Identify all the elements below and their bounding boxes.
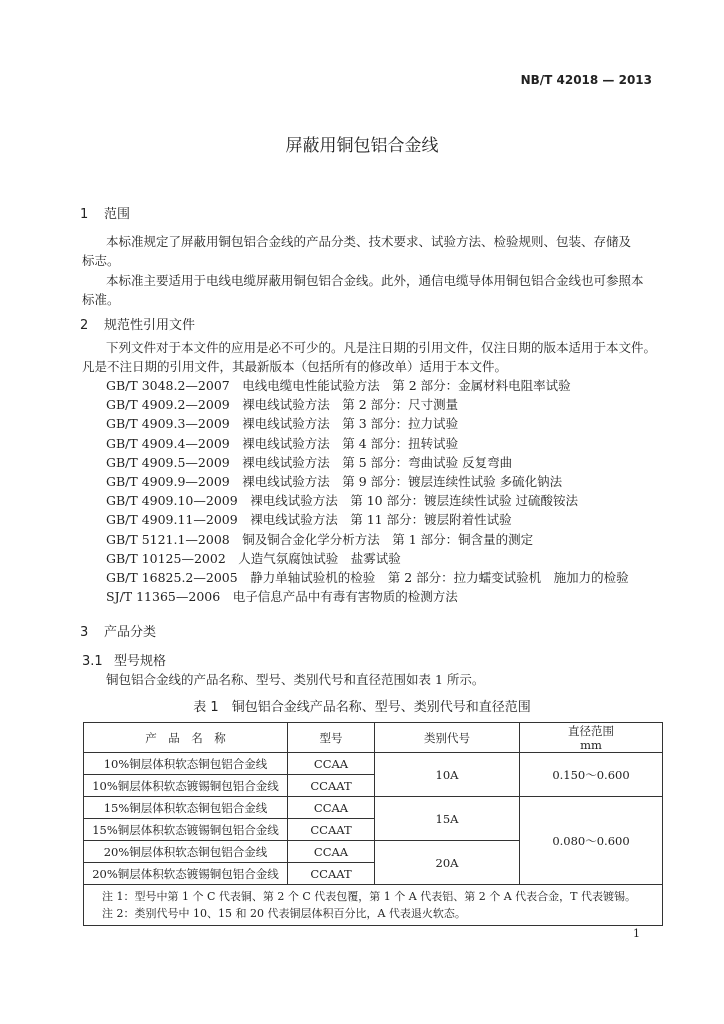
cell-name: 20%铜层体积软态镀锡铜包铝合金线: [84, 863, 288, 885]
reference-title: 裸电线试验方法 第 2 部分：尺寸测量: [242, 397, 459, 413]
cell-model: CCAA: [288, 797, 375, 819]
cell-model: CCAAT: [288, 819, 375, 841]
reference-code: GB/T 4909.3—2009: [106, 416, 230, 432]
reference-title: 裸电线试验方法 第 9 部分：镀层连续性试验 多硫化钠法: [242, 474, 563, 489]
section-title: 型号规格: [114, 654, 167, 669]
reference-code: GB/T 3048.2—2007: [106, 378, 230, 393]
reference-title: 裸电线试验方法 第 3 部分：拉力试验: [242, 416, 459, 432]
page-number: 1: [633, 927, 640, 940]
header-diameter-label: 直径范围: [568, 723, 614, 738]
reference-title: 电线电缆电性能试验方法 第 2 部分：金属材料电阻率试验: [242, 378, 571, 393]
section-1-heading: [80, 207, 130, 223]
reference-code: GB/T 4909.9—2009: [106, 474, 230, 489]
cell-category: 20A: [375, 841, 520, 885]
reference-title: 裸电线试验方法 第 4 部分：扭转试验: [242, 435, 459, 451]
reference-code: GB/T 4909.2—2009: [106, 397, 230, 413]
reference-code: GB/T 4909.11—2009: [106, 512, 238, 528]
cell-model: CCAA: [288, 753, 375, 775]
section-title: 产品分类: [104, 625, 157, 640]
reference-item: [106, 570, 629, 586]
reference-title: 铜及铜合金化学分析方法 第 1 部分：铜含量的测定: [242, 531, 534, 547]
reference-item: [106, 532, 533, 548]
page-title: 屏蔽用铜包铝合金线: [285, 136, 439, 156]
paragraph-line: 本标准规定了屏蔽用铜包铝合金线的产品分类、技术要求、试验方法、检验规则、包装、存储及: [106, 234, 632, 249]
section-3-1-heading: [82, 654, 166, 670]
header-diameter-unit: mm: [580, 737, 602, 752]
reference-item: [106, 416, 458, 432]
section-number: 1: [80, 207, 89, 222]
reference-title: 静力单轴试验机的检验 第 2 部分：拉力蠕变试验机 施加力的检验: [250, 570, 629, 585]
cell-diameter: 0.080～0.600: [520, 797, 663, 885]
reference-code: GB/T 4909.4—2009: [106, 435, 230, 451]
section-title: 规范性引用文件: [104, 318, 196, 333]
reference-code: GB/T 10125—2002: [106, 550, 226, 566]
table-row: [84, 797, 663, 819]
header-name: 产 品 名 称: [84, 723, 288, 753]
cell-category: 10A: [375, 753, 520, 797]
paragraph-line: 本标准主要适用于电线电缆屏蔽用铜包铝合金线。此外，通信电缆导体用铜包铝合金线也可参照本: [106, 273, 644, 288]
header-diameter: [520, 723, 663, 753]
product-table: [83, 722, 663, 926]
reference-item: [106, 397, 458, 413]
reference-item: [106, 589, 458, 605]
table-caption: 表 1 铜包铝合金线产品名称、型号、类别代号和直径范围: [193, 700, 531, 715]
paragraph-line: 标志。: [82, 253, 120, 268]
cell-name: 10%铜层体积软态铜包铝合金线: [84, 753, 288, 775]
reference-title: 裸电线试验方法 第 5 部分：弯曲试验 反复弯曲: [242, 454, 513, 470]
note-2: 注 2：类别代号中 10、15 和 20 代表铜层体积百分比，A 代表退火软态。: [102, 907, 466, 920]
section-title: 范围: [104, 207, 131, 222]
cell-name: 15%铜层体积软态铜包铝合金线: [84, 797, 288, 819]
reference-item: [106, 378, 571, 394]
cell-category: 15A: [375, 797, 520, 841]
reference-title: 裸电线试验方法 第 10 部分：镀层连续性试验 过硫酸铵法: [250, 493, 579, 509]
table-header-row: [84, 723, 663, 753]
reference-item: [106, 455, 512, 471]
section-number: 3: [80, 625, 89, 640]
reference-code: GB/T 5121.1—2008: [106, 531, 230, 547]
reference-code: GB/T 16825.2—2005: [106, 570, 238, 585]
note-1: 注 1：型号中第 1 个 C 代表铜、第 2 个 C 代表包覆，第 1 个 A 代表铝、第 2 个 A 代表合金，T 代表镀锡。: [102, 890, 636, 903]
reference-item: [106, 474, 562, 490]
section-number: 2: [80, 318, 89, 333]
reference-title: 裸电线试验方法 第 11 部分：镀层附着性试验: [250, 512, 512, 528]
header-category: 类别代号: [375, 723, 520, 753]
reference-title: 电子信息产品中有毒有害物质的检测方法: [232, 589, 458, 605]
reference-title: 人造气氛腐蚀试验 盐雾试验: [238, 550, 401, 566]
cell-name: 15%铜层体积软态镀锡铜包铝合金线: [84, 819, 288, 841]
section-2-heading: [80, 318, 195, 334]
cell-diameter: 0.150～0.600: [520, 753, 663, 797]
cell-name: 20%铜层体积软态铜包铝合金线: [84, 841, 288, 863]
reference-code: GB/T 4909.10—2009: [106, 493, 238, 509]
reference-code: SJ/T 11365—2006: [106, 589, 221, 605]
cell-model: CCAAT: [288, 775, 375, 797]
reference-item: [106, 493, 578, 509]
paragraph-line: 标准。: [82, 292, 120, 307]
reference-item: [106, 512, 512, 528]
reference-item: [106, 551, 401, 567]
table-notes: [84, 885, 663, 926]
reference-item: [106, 436, 458, 452]
paragraph-line: 凡是不注日期的引用文件，其最新版本（包括所有的修改单）适用于本文件。: [82, 359, 508, 374]
section-number: 3.1: [82, 654, 103, 669]
standard-number: NB/T 42018 — 2013: [520, 73, 652, 87]
paragraph-line: 下列文件对于本文件的应用是必不可少的。凡是注日期的引用文件，仅注日期的版本适用于本文件。: [106, 340, 657, 355]
cell-model: CCAA: [288, 841, 375, 863]
section-3-heading: [80, 625, 156, 641]
paragraph-line: 铜包铝合金线的产品名称、型号、类别代号和直径范围如表 1 所示。: [106, 672, 485, 687]
cell-name: 10%铜层体积软态镀锡铜包铝合金线: [84, 775, 288, 797]
header-model: 型号: [288, 723, 375, 753]
reference-code: GB/T 4909.5—2009: [106, 454, 230, 470]
table-notes-row: [84, 885, 663, 926]
table-row: [84, 753, 663, 775]
cell-model: CCAAT: [288, 863, 375, 885]
